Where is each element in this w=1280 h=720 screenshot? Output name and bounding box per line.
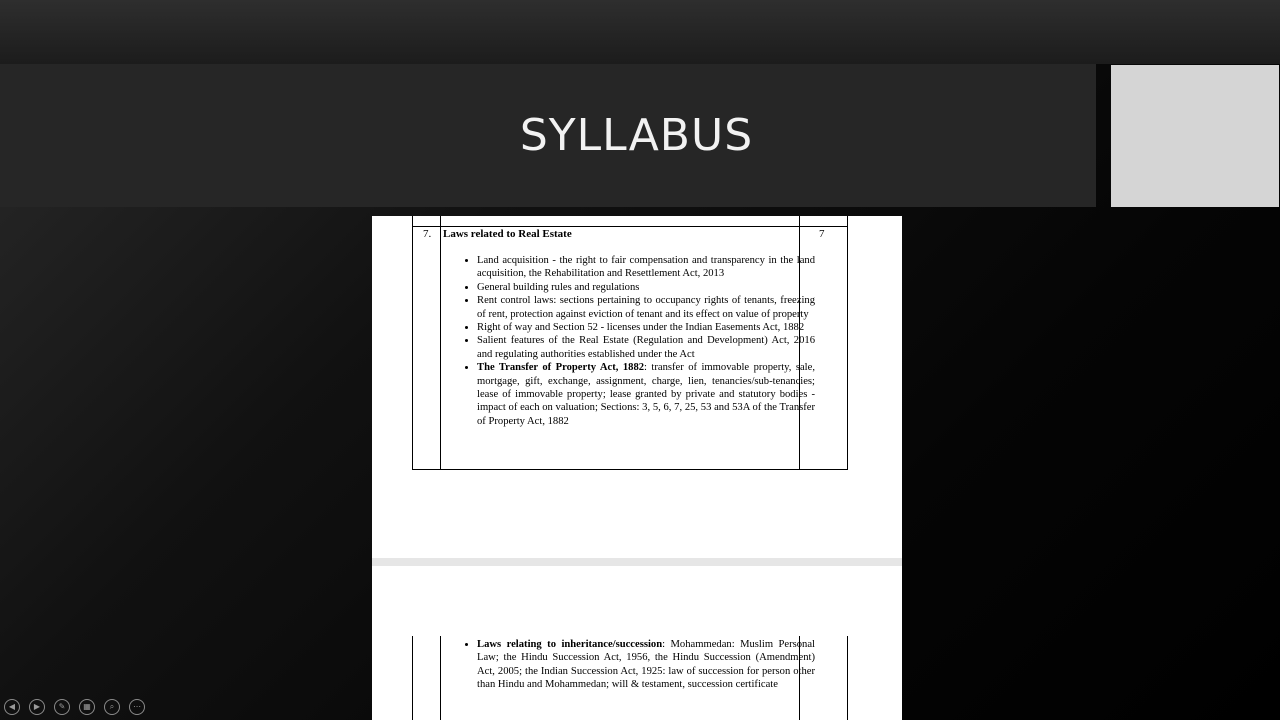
topic-list	[461, 254, 815, 428]
topic-item-bold: Laws relating to inheritance/succession	[477, 639, 663, 650]
zoom-icon[interactable]: ⌕	[104, 699, 120, 715]
topic-item	[477, 334, 815, 361]
topic-item-text: General building rules and regulations	[477, 281, 640, 293]
topic-item-bold: The Transfer of Property Act, 1882	[477, 362, 645, 374]
topic-item	[477, 321, 815, 334]
syllabus-table-page-1	[412, 216, 848, 470]
topic-item-text: : transfer of immovable property, sale, mortgage, gift, exchange, assignment, charge, lien, tenancies/sub-tenancies; lease of immovable property; lease granted by private and statutory bodies - impact of each on valuation; Sections: 3, 5, 6, 7, 25, 53 and 53A of the Transfer of Property Act, 1882	[477, 362, 815, 427]
topic-item-text: : Mohammedan: Muslim Personal Law; the Hindu Succession Act, 1956, the Hindu Succession (Amendment) Act, 2005; the Indian Succession Act, 1925: law of succession for person other than Hindu and Mohammedan; will & testament, succession certificate	[477, 639, 815, 691]
topic-item	[477, 254, 815, 281]
topic-item	[477, 294, 815, 321]
page-break	[372, 558, 902, 566]
topic-item	[477, 638, 815, 692]
top-band	[0, 0, 1280, 64]
slides-grid-icon[interactable]: ▦	[79, 699, 95, 715]
table-column-divider	[440, 636, 441, 720]
row-heading: Laws related to Real Estate	[443, 228, 572, 240]
row-number: 7.	[423, 228, 432, 240]
topic-item	[477, 281, 815, 294]
previous-slide-icon[interactable]: ◀	[4, 699, 20, 715]
pen-icon[interactable]: ✎	[54, 699, 70, 715]
syllabus-document-image	[372, 216, 902, 720]
topic-item-text: Salient features of the Real Estate (Regulation and Development) Act, 2016 and regulating authorities established under the Act	[477, 335, 815, 360]
topic-list	[461, 638, 815, 692]
row-hours: 7	[819, 228, 825, 240]
topic-item	[477, 361, 815, 428]
topic-item-text: Right of way and Section 52 - licenses under the Indian Easements Act, 1882	[477, 322, 805, 334]
topic-item-text: Land acquisition - the right to fair compensation and transparency in the land acquisition, the Rehabilitation and Resettlement Act, 2013	[477, 255, 815, 280]
next-slide-icon[interactable]: ▶	[29, 699, 45, 715]
table-column-divider	[440, 216, 441, 469]
topic-item-text: Rent control laws: sections pertaining to occupancy rights of tenants, freezing of rent, protection against eviction of tenant and its effect on value of property	[477, 295, 815, 320]
syllabus-table-page-2	[412, 636, 848, 720]
table-row-divider	[413, 226, 847, 227]
more-options-icon[interactable]: ⋯	[129, 699, 145, 715]
slide-title: SYLLABUS	[519, 110, 754, 161]
slideshow-toolbar	[4, 699, 145, 715]
